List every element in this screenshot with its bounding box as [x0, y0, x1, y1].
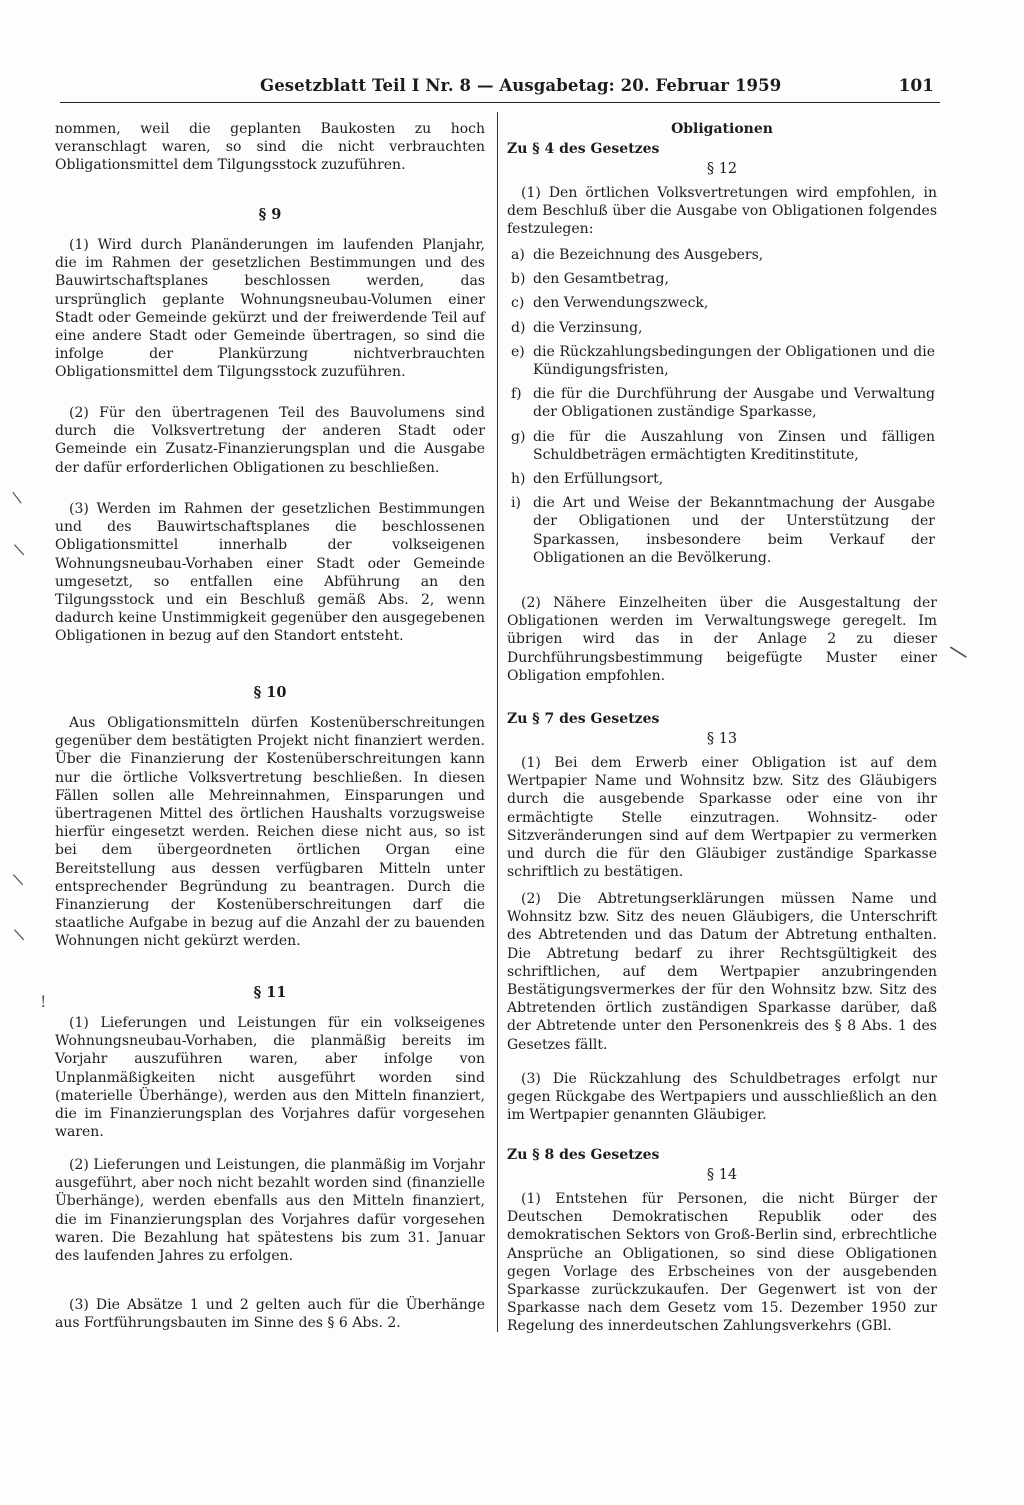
- page-number: 101: [898, 76, 934, 96]
- list-item-text: den Gesamtbetrag,: [533, 271, 669, 288]
- list-item-letter: h): [511, 471, 526, 488]
- page-header: [60, 76, 940, 100]
- section-heading: § 9: [258, 206, 282, 223]
- paragraph: (1) Lieferungen und Leistungen für ein volkseigenes Wohnungsneubau-Vorhaben, die planmäßig bereits im Vorjahr auszuführen waren, aber infolge von Unplanmäßigkeiten nicht ausgeführt worden sind (materielle Überhänge), werden aus den Mitteln finanziert, die im Finanzierungsplan des Vorjahres dafür vorgesehen waren.: [55, 1015, 485, 1141]
- list-item-text: die Rückzahlungsbedingungen der Obligationen und die Kündigungsfristen,: [533, 343, 935, 379]
- list-item: [511, 343, 935, 379]
- paragraph: (1) Wird durch Planänderungen im laufenden Planjahr, die im Rahmen der gesetzlichen Bestimmungen und des Bauwirtschaftsplanes beschlossen werden, das ursprünglich geplante Wohnungsneubau-Volumen einer Stadt oder Gemeinde gekürzt und der freiwerdende Teil auf eine andere Stadt oder Gemeinde übertragen, so sind die infolge der Plankürzung nichtverbrauchten Obligationsmittel dem Tilgungsstock zuzuführen.: [55, 237, 485, 381]
- subheading: Zu § 4 des Gesetzes: [507, 141, 660, 157]
- list-item: [511, 294, 935, 312]
- list-item-text: die Art und Weise der Bekanntmachung der Ausgabe der Obligationen und der Unterstützung der Sparkassen, insbesondere beim Verkauf der Obligationen an die Bevölkerung.: [533, 495, 935, 566]
- paragraph: Aus Obligationsmitteln dürfen Kostenüberschreitungen gegenüber dem bestätigten Projekt nicht finanziert werden. Über die Finanzierung der Kostenüberschreitungen kann nur die örtliche Volksvertretung beschließen. In diesen Fällen sollen alle Mehreinnahmen, Einsparungen und übertragenen Mittel des örtlichen Haushalts vorzugsweise hierfür eingesetzt werden. Reichen diese nicht aus, so ist bei dem übergeordneten örtlichen Organ eine Bereitstellung aus dessen verfügbaren Mitteln unter entsprechender Begründung zu beantragen. Durch die Finanzierung der Kostenüberschreitungen darf die staatliche Aufgabe in bezug auf die Anzahl der zu bauenden Wohnungen nicht gekürzt werden.: [55, 715, 485, 950]
- list-item-text: die für die Auszahlung von Zinsen und fälligen Schuldbeträgen ermächtigten Kreditinstitute,: [533, 428, 935, 463]
- list-item-text: den Erfüllungsort,: [533, 471, 664, 488]
- paragraph: (3) Die Absätze 1 und 2 gelten auch für die Überhänge aus Fortführungsbauten im Sinne des § 6 Abs. 2.: [55, 1297, 485, 1332]
- list-item-letter: g): [511, 428, 526, 445]
- heading-obligationen: Obligationen: [671, 121, 773, 137]
- list-item-letter: e): [511, 343, 525, 360]
- list-item: [511, 494, 935, 567]
- section-heading: § 14: [706, 1167, 738, 1183]
- margin-mark: /: [8, 872, 28, 887]
- list-item-letter: c): [511, 295, 525, 312]
- list-item-text: die Bezeichnung des Ausgebers,: [533, 247, 764, 263]
- paragraph: (1) Entstehen für Personen, die nicht Bürger der Deutschen Demokratischen Republik oder des demokratischen Sektors von Groß-Berlin sind, erbrechtliche Ansprüche an Obligationen, so sind diese Obligationen gegen Vorlage des Erbscheines von der ausgebenden Sparkasse zurückzukaufen. Der Gegenwert ist von der Sparkasse nach dem Gesetz vom 15. Dezember 1950 zur Regelung des innerdeutschen Zahlungsverkehrs (GBl.: [507, 1191, 937, 1335]
- list-item-letter: d): [511, 319, 526, 336]
- paragraph: (3) Die Rückzahlung des Schuldbetrages erfolgt nur gegen Rückgabe des Wertpapiers und ausschließlich an den im Wertpapier genannten Gläubiger.: [507, 1071, 937, 1124]
- paragraph: (1) Bei dem Erwerb einer Obligation ist auf dem Wertpapier Name und Wohnsitz bzw. Sitz des Gläubigers durch die ausgebende Sparkasse oder eine von ihr ermächtigte Stelle einzutragen. Wohnsitz- oder Sitzveränderungen sind auf dem Wertpapier zu vermerken und durch die für den Gläubiger zuständige Sparkasse schriftlich zu bestätigen.: [507, 755, 937, 881]
- header-rule: [60, 102, 940, 103]
- margin-mark: /: [9, 542, 29, 557]
- list-item-text: den Verwendungszweck,: [533, 295, 709, 312]
- margin-mark: /: [7, 489, 27, 506]
- list-item-text: die für die Durchführung der Ausgabe und Verwaltung der Obligationen zuständige Sparkasse,: [533, 386, 935, 421]
- subheading: Zu § 8 des Gesetzes: [507, 1147, 660, 1163]
- paragraph: (3) Werden im Rahmen der gesetzlichen Bestimmungen und des Bauwirtschaftsplanes die beschlossenen Obligationsmittel innerhalb der volkseigenen Wohnungsneubau-Vorhaben einer Stadt oder Gemeinde umgesetzt, so entfallen eine Abführung an den Tilgungsstock und ein Beschluß gemäß Abs. 2, wenn dadurch keine Unstimmigkeit gegenüber den ausgegebenen Obligationen in bezug auf den Standort entsteht.: [55, 501, 485, 645]
- list-item: [511, 470, 935, 488]
- paragraph: (2) Für den übertragenen Teil des Bauvolumens sind durch die Volksvertretung der anderen Stadt oder Gemeinde ein Zusatz-Finanzierungsplan und die Ausgabe der dafür erforderlichen Obligationen zu beschließen.: [55, 405, 485, 476]
- list-item: [511, 385, 935, 421]
- margin-mark: !: [40, 992, 47, 1011]
- obligation-terms-list: [511, 246, 935, 573]
- list-item-letter: b): [511, 271, 526, 288]
- subheading: Zu § 7 des Gesetzes: [507, 711, 660, 727]
- list-item-letter: f): [511, 386, 522, 403]
- list-item: [511, 270, 935, 288]
- list-item-letter: a): [511, 247, 525, 263]
- list-item-letter: i): [511, 495, 521, 512]
- list-item: [511, 246, 935, 264]
- paragraph: (2) Lieferungen und Leistungen, die planmäßig im Vorjahr ausgeführt, aber noch nicht bezahlt worden sind (finanzielle Überhänge), werden ebenfalls aus den Mitteln finanziert, die im Finanzierungsplan des Vorjahres dafür vorgesehen waren. Die Bezahlung hat spätestens bis zum 31. Januar des laufenden Jahres zu erfolgen.: [55, 1157, 485, 1265]
- section-heading: § 13: [706, 731, 738, 747]
- paragraph: (2) Nähere Einzelheiten über die Ausgestaltung der Obligationen werden im Verwaltungswege geregelt. Im übrigen wird das in der Anlage 2 zu dieser Durchführungsbestimmung beigefügte Muster einer Obligation empfohlen.: [507, 595, 937, 684]
- margin-mark: \: [947, 640, 970, 665]
- header-title: Gesetzblatt Teil I Nr. 8 — Ausgabetag: 20. Februar 1959: [260, 76, 782, 95]
- section-heading: § 11: [253, 984, 287, 1001]
- section-heading: § 10: [253, 684, 287, 701]
- list-item: [511, 428, 935, 464]
- list-item: [511, 319, 935, 337]
- paragraph: (1) Den örtlichen Volksvertretungen wird empfohlen, in dem Beschluß über die Ausgabe von Obligationen folgendes festzulegen:: [507, 185, 937, 238]
- section-heading: § 12: [706, 161, 738, 177]
- column-divider: [497, 112, 498, 1332]
- paragraph: (2) Die Abtretungserklärungen müssen Name und Wohnsitz bzw. Sitz des neuen Gläubigers, die Unterschrift des Abtretenden und das Datum der Abtretung enthalten. Die Abtretung bedarf zu ihrer Rechtsgültigkeit des schriftlichen, auf dem Wertpapier anzubringenden Bestätigungsvermerkes der für den Wohnsitz bzw. Sitz des Abtretenden örtlich zuständigen Sparkasse darüber, daß der Abtretende unter den Personenkreis des § 8 Abs. 1 des Gesetzes fällt.: [507, 891, 937, 1053]
- paragraph: nommen, weil die geplanten Baukosten zu hoch veranschlagt waren, so sind die nicht verbrauchten Obligationsmittel dem Tilgungsstock zuzuführen.: [55, 121, 485, 174]
- margin-mark: /: [9, 927, 29, 942]
- list-item-text: die Verzinsung,: [533, 319, 643, 336]
